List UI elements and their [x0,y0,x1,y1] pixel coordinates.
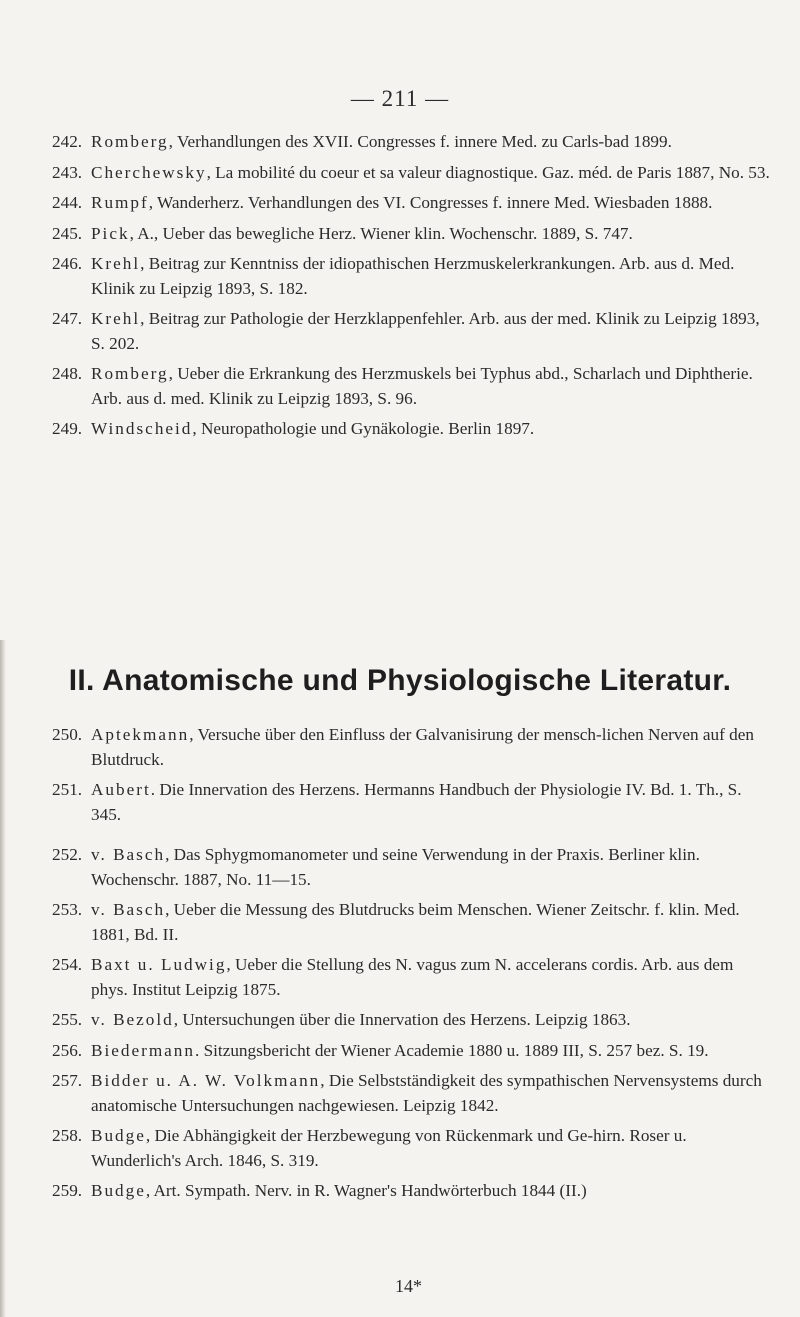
reference-number: 247. [52,309,83,328]
reference-citation: , Versuche über den Einfluss der Galvanisirung der mensch-lichen Nerven auf den Blutdruck. [91,725,754,769]
section-heading: II. Anatomische und Physiologische Literatur. [68,664,732,697]
reference-entry [52,417,774,442]
reference-text [52,1124,774,1173]
reference-number: 256. [52,1040,83,1060]
reference-citation: , Die Selbstständigkeit des sympathischen Nervensystems durch anatomische Untersuchungen nachgewiesen. Leipzig 1842. [91,1071,762,1115]
reference-text [52,1069,774,1118]
printer-signature: 14* [395,1276,422,1296]
reference-entry [52,130,774,155]
reference-entry [52,161,774,186]
reference-citation: , Das Sphygmomanometer und seine Verwendung in der Praxis. Berliner klin. Wochenschr. 1887, No. 11—15. [91,845,700,889]
reference-number: 242. [52,132,83,151]
reference-text [52,191,774,216]
reference-number: 255. [52,1010,83,1029]
reference-entry [52,953,774,1002]
reference-text [52,222,774,247]
reference-entry [52,191,774,216]
reference-text [52,843,774,892]
reference-number: 254. [52,955,83,974]
reference-list-2 [52,717,774,1204]
reference-citation: . Sitzungsbericht der Wiener Academie 1880 u. 1889 III, S. 257 bez. S. 19. [195,1040,709,1060]
reference-entry [52,222,774,247]
reference-citation: , Art. Sympath. Nerv. in R. Wagner's Handwörterbuch 1844 (II.) [145,1181,587,1200]
reference-entry [52,778,774,827]
reference-text [52,417,774,442]
reference-number: 246. [52,254,83,273]
reference-author: Windscheid [91,419,193,438]
reference-text [52,1008,774,1033]
reference-citation: , A., Ueber das bewegliche Herz. Wiener klin. Wochenschr. 1889, S. 747. [129,223,633,243]
reference-citation: , Die Abhängigkeit der Herzbewegung von Rückenmark und Ge-hirn. Roser u. Wunderlich's Arch. 1846, S. 319. [91,1126,687,1170]
reference-author: Rumpf [91,193,149,212]
reference-text [52,130,774,155]
reference-citation: , Neuropathologie und Gynäkologie. Berlin 1897. [192,419,535,438]
page-number: — 211 — [350,86,450,111]
reference-number: 253. [52,900,83,919]
reference-number: 258. [52,1126,83,1145]
reference-number: 248. [52,364,83,383]
reference-entry [52,1179,774,1204]
reference-citation: , Ueber die Messung des Blutdrucks beim Menschen. Wiener Zeitschr. f. klin. Med. 1881, Bd. II. [91,900,740,944]
reference-number: 245. [52,223,83,243]
reference-text [52,362,774,411]
reference-text [52,307,774,356]
reference-number: 252. [52,845,83,864]
reference-citation: , Beitrag zur Pathologie der Herzklappenfehler. Arb. aus der med. Klinik zu Leipzig 1893, S. 202. [91,309,760,353]
reference-text [52,778,774,827]
page-edge-shadow [0,640,6,1317]
reference-author: Biedermann [91,1040,195,1060]
reference-author: v. Basch [91,900,166,919]
reference-author: Romberg [91,364,169,383]
reference-author: Budge [91,1181,146,1200]
reference-number: 249. [52,419,83,438]
reference-author: v. Basch [91,845,166,864]
reference-entry [52,843,774,892]
reference-author: Bidder u. A. W. Volkmann [91,1071,321,1090]
reference-citation: , Verhandlungen des XVII. Congresses f. innere Med. zu Carls-bad 1899. [168,132,672,151]
reference-entry [52,1008,774,1033]
reference-number: 251. [52,780,83,799]
reference-author: Budge [91,1126,146,1145]
reference-entry [52,307,774,356]
reference-author: Romberg [91,132,169,151]
reference-author: Baxt u. Ludwig [91,955,227,974]
reference-citation: , La mobilité du coeur et sa valeur diagnostique. Gaz. méd. de Paris 1887, No. 53. [206,162,770,182]
reference-list-1 [52,124,774,442]
reference-entry [52,723,774,772]
reference-text [52,723,774,772]
reference-author: v. Bezold [91,1010,174,1029]
reference-text [52,1179,774,1204]
reference-text [52,953,774,1002]
reference-author: Krehl [91,254,141,273]
reference-citation: . Die Innervation des Herzens. Hermanns Handbuch der Physiologie IV. Bd. 1. Th., S. 345. [91,780,742,824]
reference-number: 244. [52,193,83,212]
reference-citation: , Ueber die Erkrankung des Herzmuskels bei Typhus abd., Scharlach und Diphtherie. Arb. aus d. med. Klinik zu Leipzig 1893, S. 96. [91,364,753,408]
reference-citation: , Untersuchungen über die Innervation des Herzens. Leipzig 1863. [173,1010,631,1029]
reference-author: Krehl [91,309,141,328]
reference-entry [52,898,774,947]
reference-citation: , Ueber die Stellung des N. vagus zum N. accelerans cordis. Arb. aus dem phys. Institut Leipzig 1875. [91,955,734,999]
reference-citation: , Beitrag zur Kenntniss der idiopathischen Herzmuskelerkrankungen. Arb. aus d. Med. Klinik zu Leipzig 1893, S. 182. [91,254,735,298]
reference-number: 259. [52,1181,83,1200]
reference-author: Aptekmann [91,725,190,744]
reference-entry [52,1039,774,1064]
reference-text [52,252,774,301]
reference-text [52,898,774,947]
reference-entry [52,252,774,301]
reference-author: Pick [91,223,130,243]
reference-text [52,161,774,186]
reference-author: Cherchewsky [91,162,207,182]
reference-number: 243. [52,162,83,182]
reference-author: Aubert [91,780,151,799]
reference-entry [52,1124,774,1173]
reference-citation: , Wanderherz. Verhandlungen des VI. Congresses f. innere Med. Wiesbaden 1888. [148,193,713,212]
reference-text [52,1039,774,1064]
reference-number: 257. [52,1071,83,1090]
reference-entry [52,362,774,411]
reference-entry [52,1069,774,1118]
reference-number: 250. [52,725,83,744]
